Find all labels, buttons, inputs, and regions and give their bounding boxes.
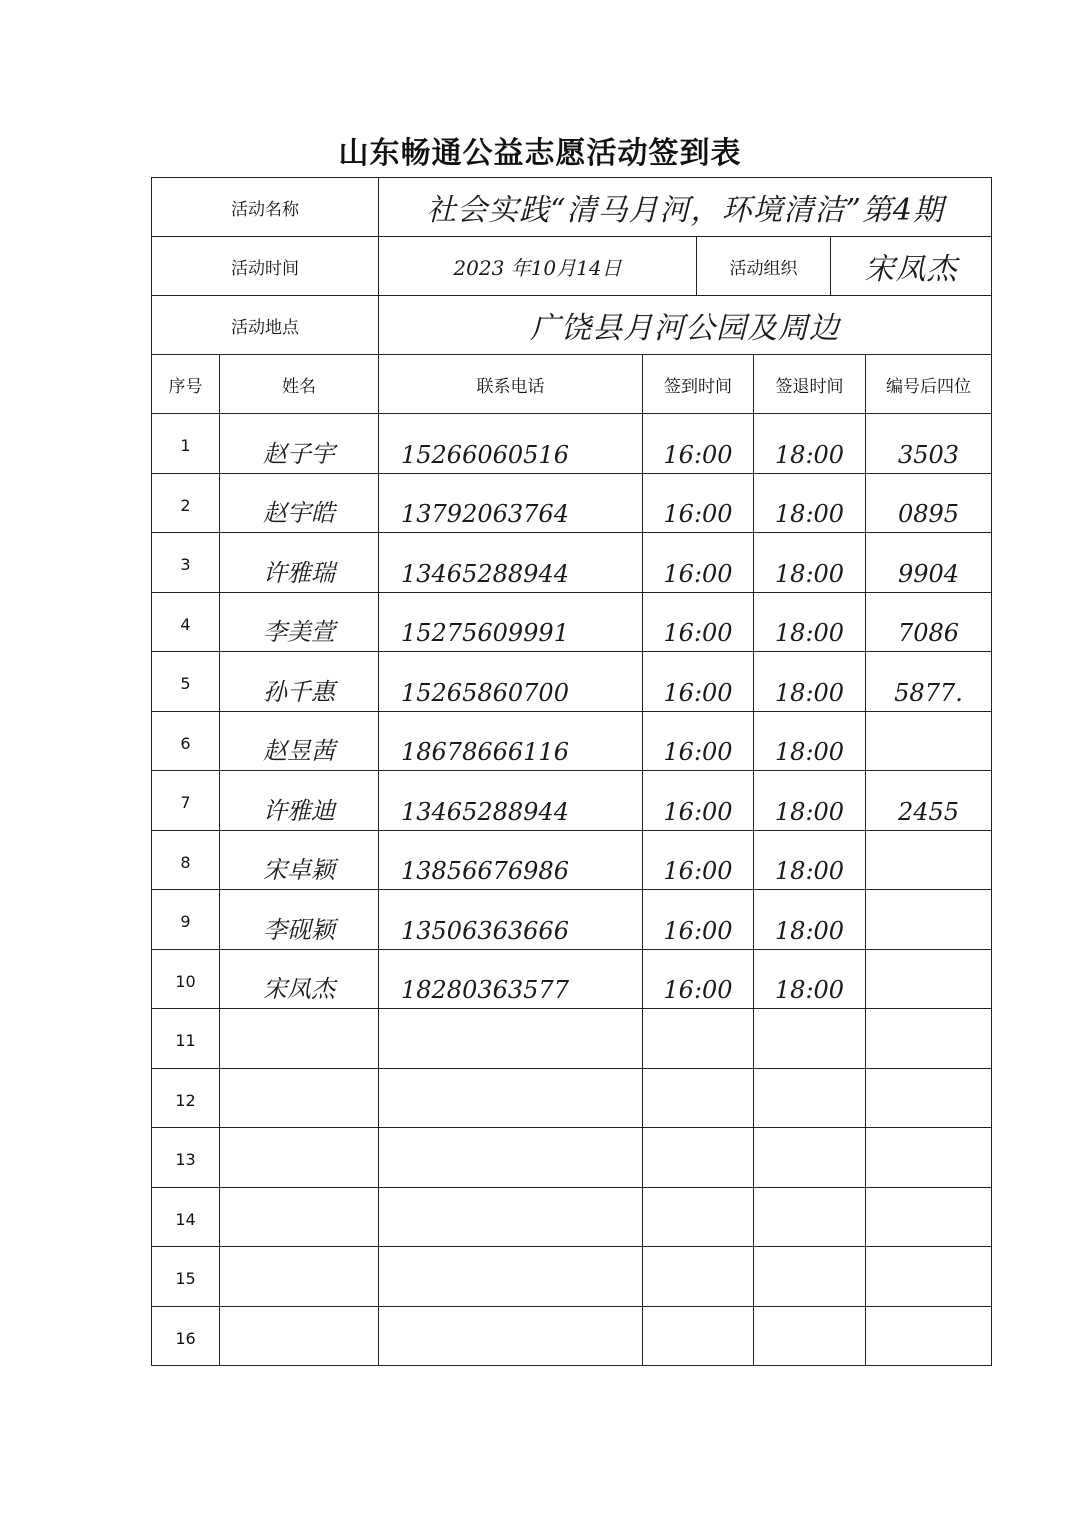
row-code: 5877.	[866, 652, 992, 712]
row-name: 宋卓颖	[220, 830, 379, 890]
row-number: 13	[152, 1128, 220, 1188]
row-phone: 13465288944	[379, 533, 643, 593]
row-number: 8	[152, 830, 220, 890]
row-code: 3503	[866, 414, 992, 474]
table-row	[152, 949, 992, 1009]
row-signout-time: 18:00	[754, 771, 866, 831]
row-number: 16	[152, 1306, 220, 1366]
col-header-phone: 联系电话	[379, 355, 643, 414]
row-code	[866, 1068, 992, 1128]
col-header-name: 姓名	[220, 355, 379, 414]
row-phone	[379, 1128, 643, 1188]
row-signin-time: 16:00	[643, 830, 754, 890]
row-phone: 13465288944	[379, 771, 643, 831]
activity-organizer-label: 活动组织	[697, 237, 831, 296]
table-row	[152, 592, 992, 652]
row-code	[866, 1128, 992, 1188]
row-signin-time: 16:00	[643, 711, 754, 771]
row-signin-time	[643, 1128, 754, 1188]
row-code: 7086	[866, 592, 992, 652]
row-number: 5	[152, 652, 220, 712]
row-signout-time: 18:00	[754, 533, 866, 593]
row-code	[866, 890, 992, 950]
table-row	[152, 1009, 992, 1069]
page-title: 山东畅通公益志愿活动签到表	[338, 136, 742, 171]
row-signout-time: 18:00	[754, 830, 866, 890]
row-code	[866, 949, 992, 1009]
row-number: 14	[152, 1187, 220, 1247]
row-name	[220, 1247, 379, 1307]
table-row	[152, 533, 992, 593]
row-number: 3	[152, 533, 220, 593]
row-name	[220, 1306, 379, 1366]
row-signout-time	[754, 1068, 866, 1128]
row-number: 1	[152, 414, 220, 474]
row-signout-time	[754, 1128, 866, 1188]
table-row	[152, 1128, 992, 1188]
row-phone: 13792063764	[379, 473, 643, 533]
row-signout-time: 18:00	[754, 890, 866, 950]
row-signin-time: 16:00	[643, 592, 754, 652]
row-name: 许雅迪	[220, 771, 379, 831]
row-code: 0895	[866, 473, 992, 533]
row-phone: 18280363577	[379, 949, 643, 1009]
row-signout-time	[754, 1187, 866, 1247]
activity-time-value: 2023 年10月14日	[379, 237, 697, 296]
table-row	[152, 1187, 992, 1247]
col-header-signin: 签到时间	[643, 355, 754, 414]
table-row	[152, 771, 992, 831]
row-number: 12	[152, 1068, 220, 1128]
activity-place-label: 活动地点	[152, 296, 379, 355]
row-name: 赵子宇	[220, 414, 379, 474]
row-number: 11	[152, 1009, 220, 1069]
table-row	[152, 473, 992, 533]
row-code: 9904	[866, 533, 992, 593]
row-phone	[379, 1009, 643, 1069]
row-signin-time	[643, 1068, 754, 1128]
row-number: 6	[152, 711, 220, 771]
row-number: 10	[152, 949, 220, 1009]
row-signin-time: 16:00	[643, 414, 754, 474]
table-row	[152, 711, 992, 771]
activity-organizer-value: 宋凤杰	[831, 237, 992, 296]
row-signout-time: 18:00	[754, 652, 866, 712]
row-number: 7	[152, 771, 220, 831]
row-signout-time	[754, 1247, 866, 1307]
row-signout-time: 18:00	[754, 592, 866, 652]
row-code	[866, 830, 992, 890]
table-row	[152, 1247, 992, 1307]
row-phone: 15265860700	[379, 652, 643, 712]
row-name: 李砚颖	[220, 890, 379, 950]
row-code	[866, 1306, 992, 1366]
table-row	[152, 1068, 992, 1128]
row-phone	[379, 1068, 643, 1128]
row-signout-time: 18:00	[754, 414, 866, 474]
row-phone: 15266060516	[379, 414, 643, 474]
row-phone: 18678666116	[379, 711, 643, 771]
activity-name-label: 活动名称	[152, 178, 379, 237]
row-signin-time	[643, 1247, 754, 1307]
row-phone: 13506363666	[379, 890, 643, 950]
col-header-no: 序号	[152, 355, 220, 414]
row-signout-time: 18:00	[754, 473, 866, 533]
row-name: 许雅瑞	[220, 533, 379, 593]
row-code	[866, 1009, 992, 1069]
row-number: 2	[152, 473, 220, 533]
row-phone	[379, 1247, 643, 1307]
table-row	[152, 830, 992, 890]
activity-time-label: 活动时间	[152, 237, 379, 296]
row-signout-time: 18:00	[754, 711, 866, 771]
row-signout-time	[754, 1009, 866, 1069]
row-name	[220, 1187, 379, 1247]
activity-time-row	[152, 237, 992, 296]
row-number: 4	[152, 592, 220, 652]
row-phone	[379, 1187, 643, 1247]
row-name	[220, 1128, 379, 1188]
row-signin-time: 16:00	[643, 533, 754, 593]
row-signout-time: 18:00	[754, 949, 866, 1009]
row-signin-time: 16:00	[643, 473, 754, 533]
table-row	[152, 1306, 992, 1366]
row-number: 15	[152, 1247, 220, 1307]
row-phone	[379, 1306, 643, 1366]
column-header-row	[152, 355, 992, 414]
row-signin-time: 16:00	[643, 890, 754, 950]
table-row	[152, 652, 992, 712]
row-signin-time: 16:00	[643, 949, 754, 1009]
row-code	[866, 1187, 992, 1247]
row-signout-time	[754, 1306, 866, 1366]
activity-name-value: 社会实践“清马月河，环境清洁”第4期	[379, 178, 992, 237]
row-number: 9	[152, 890, 220, 950]
table-row	[152, 890, 992, 950]
row-name	[220, 1009, 379, 1069]
row-name: 李美萱	[220, 592, 379, 652]
row-code	[866, 1247, 992, 1307]
row-phone: 13856676986	[379, 830, 643, 890]
row-signin-time	[643, 1306, 754, 1366]
activity-place-row	[152, 296, 992, 355]
row-name	[220, 1068, 379, 1128]
row-name: 赵昱茜	[220, 711, 379, 771]
row-signin-time	[643, 1009, 754, 1069]
activity-place-value: 广饶县月河公园及周边	[379, 296, 992, 355]
row-signin-time: 16:00	[643, 652, 754, 712]
row-name: 宋凤杰	[220, 949, 379, 1009]
row-signin-time: 16:00	[643, 771, 754, 831]
activity-name-row	[152, 178, 992, 237]
row-name: 孙千惠	[220, 652, 379, 712]
row-code: 2455	[866, 771, 992, 831]
row-code	[866, 711, 992, 771]
col-header-code: 编号后四位	[866, 355, 992, 414]
signin-table	[151, 177, 992, 1366]
row-name: 赵宇皓	[220, 473, 379, 533]
col-header-signout: 签退时间	[754, 355, 866, 414]
row-phone: 15275609991	[379, 592, 643, 652]
table-row	[152, 414, 992, 474]
row-signin-time	[643, 1187, 754, 1247]
